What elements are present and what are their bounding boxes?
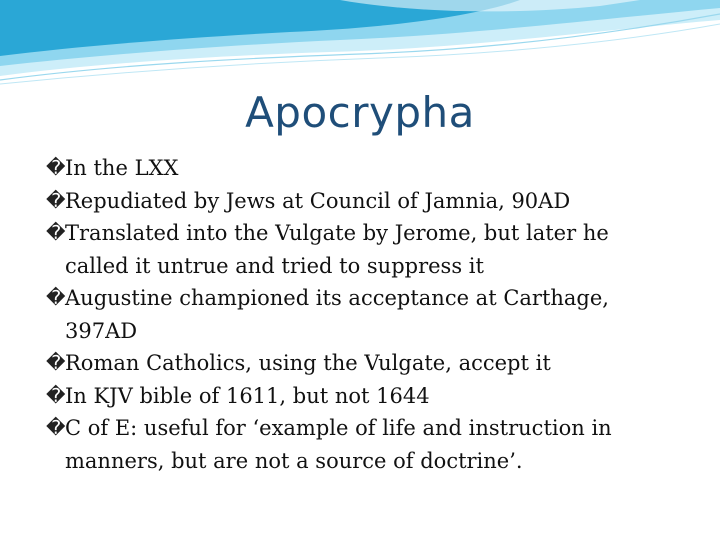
bullet-marker-icon: � [46,157,66,179]
bullet-text: In the LXX [65,156,179,180]
bullet-marker-icon: � [46,417,66,439]
decorative-wave-header [0,0,720,90]
bullet-list [46,152,666,477]
bullet-text: Translated into the Vulgate by Jerome, but later he called it untrue and tried to suppress it [65,221,609,278]
bullet-marker-icon: � [46,189,66,212]
bullet-marker-icon: � [46,352,66,374]
bullet-text: C of E: useful for ‘example of life and instruction in manners, but are not a source of doctrine’. [65,416,612,473]
list-item [46,282,666,347]
bullet-text: Repudiated by Jews at Council of Jamnia, 90AD [65,188,571,213]
bullet-marker-icon: � [46,384,66,407]
list-item [46,152,666,185]
list-item [46,217,666,282]
bullet-marker-icon: � [46,222,66,244]
list-item [46,347,666,380]
bullet-text: Augustine championed its acceptance at Carthage, 397AD [65,286,609,343]
bullet-text: Roman Catholics, using the Vulgate, accept it [65,351,551,375]
list-item [46,412,666,477]
list-item [46,185,666,218]
bullet-marker-icon: � [46,287,66,309]
list-item [46,380,666,413]
bullet-text: In KJV bible of 1611, but not 1644 [65,383,430,408]
slide-title: Apocrypha [245,88,475,137]
